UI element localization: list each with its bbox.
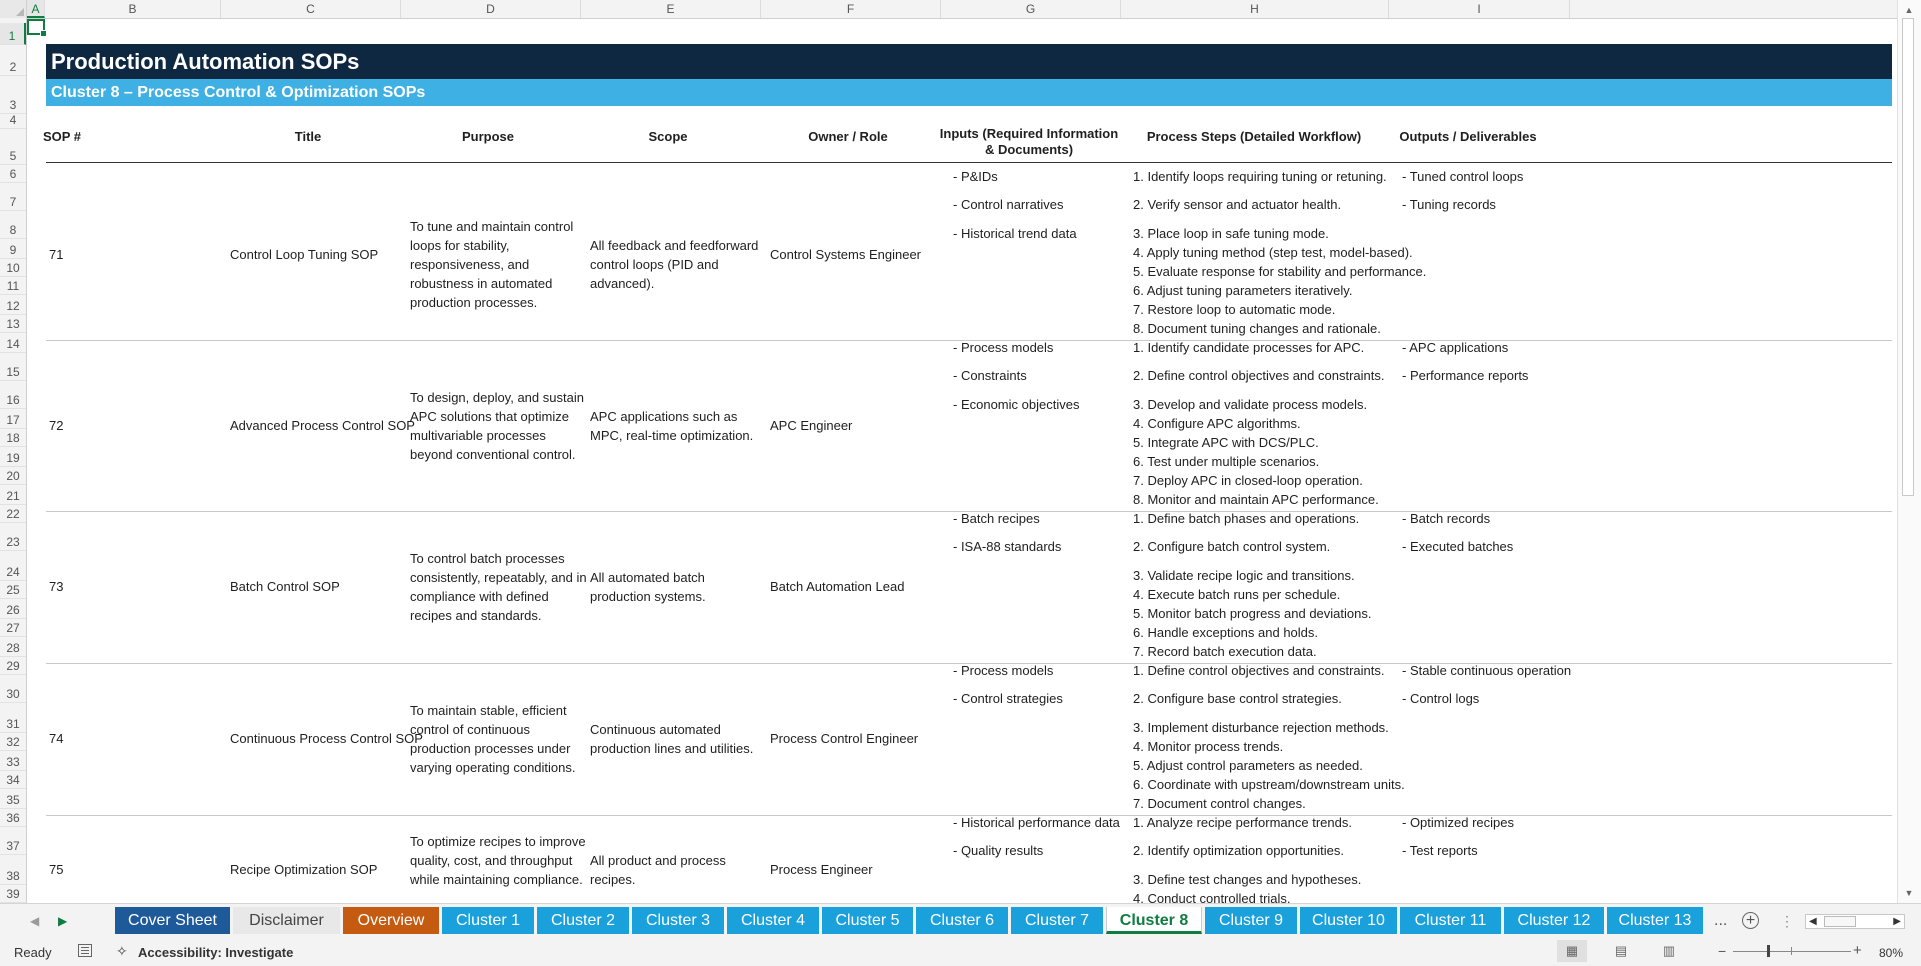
sheet-tab-cluster-10[interactable]: Cluster 10: [1300, 907, 1397, 934]
row-header-3[interactable]: [0, 76, 26, 114]
sop-number[interactable]: 74: [49, 731, 64, 746]
row-header-2[interactable]: [0, 45, 26, 76]
sop-output-item[interactable]: - Tuning records: [1402, 197, 1496, 212]
row-number: 38: [6, 868, 20, 883]
header-sop-number: SOP #: [42, 129, 82, 144]
sop-output-item[interactable]: - APC applications: [1402, 340, 1509, 355]
row-number: 12: [6, 298, 20, 313]
sop-step-item[interactable]: 6. Coordinate with upstream/downstream units.: [1133, 777, 1405, 792]
row-number: 7: [9, 194, 17, 209]
sop-number[interactable]: 73: [49, 579, 64, 594]
sop-purpose[interactable]: To control batch processes consistently, repeatably, and in compliance with defined recipes and standards.: [410, 551, 587, 623]
page-break-preview-icon[interactable]: ▥: [1662, 943, 1676, 958]
sheet-tab-cover-sheet[interactable]: Cover Sheet: [115, 907, 230, 934]
row-header-28[interactable]: [0, 637, 26, 657]
sop-number[interactable]: 72: [49, 417, 64, 433]
cell-mode-icon[interactable]: [78, 944, 92, 957]
row-number: 2: [9, 59, 17, 74]
header-purpose: Purpose: [461, 129, 514, 144]
row-number: 25: [6, 583, 20, 598]
sop-purpose[interactable]: To tune and maintain control loops for stability, responsiveness, and robustness in automated production processes.: [410, 218, 574, 310]
row-header-10[interactable]: [0, 259, 26, 277]
sop-input-item[interactable]: - Quality results: [953, 843, 1044, 858]
row-header-11[interactable]: [0, 277, 26, 295]
status-ready: Ready: [14, 945, 52, 960]
sop-input-item[interactable]: - Economic objectives: [953, 397, 1080, 412]
column-header-f[interactable]: F: [761, 0, 941, 18]
sop-owner[interactable]: APC Engineer: [770, 417, 853, 433]
row-header-12[interactable]: [0, 295, 26, 315]
sheet-tab-cluster-3[interactable]: Cluster 3: [632, 907, 724, 934]
scroll-up-icon[interactable]: ▲: [1904, 5, 1914, 15]
sop-step-item[interactable]: 6. Test under multiple scenarios.: [1133, 454, 1320, 469]
sheet-tab-cluster-7[interactable]: Cluster 7: [1011, 907, 1103, 934]
row-number: 15: [6, 365, 20, 380]
add-sheet-icon[interactable]: +: [1742, 912, 1759, 929]
row-header-37[interactable]: [0, 827, 26, 855]
row-header-33[interactable]: [0, 751, 26, 771]
sop-output-item[interactable]: - Tuned control loops: [1402, 169, 1524, 184]
row-number: 27: [6, 621, 20, 636]
row-header-29[interactable]: [0, 657, 26, 675]
row-number: 21: [6, 488, 20, 503]
sop-owner[interactable]: Control Systems Engineer: [770, 246, 922, 262]
worksheet-grid[interactable]: [27, 19, 1897, 903]
row-number: 37: [6, 839, 20, 854]
sheet-tab-cluster-1[interactable]: Cluster 1: [442, 907, 534, 934]
sop-step-item[interactable]: 5. Monitor batch progress and deviations.: [1133, 606, 1372, 621]
row-header-8[interactable]: [0, 211, 26, 239]
row-header-19[interactable]: [0, 447, 26, 467]
sheet-subtitle: Cluster 8 – Process Control & Optimization SOPs: [46, 79, 1892, 106]
row-header-24[interactable]: [0, 551, 26, 580]
row-number: 26: [6, 602, 20, 617]
row-header-16[interactable]: [0, 381, 26, 409]
row-number: 20: [6, 469, 20, 484]
sop-input-item[interactable]: - Control narratives: [953, 197, 1064, 212]
sheet-tab-bar: [0, 903, 1921, 938]
sheet-tab-cluster-12[interactable]: Cluster 12: [1504, 907, 1604, 934]
sop-title[interactable]: Advanced Process Control SOP: [230, 417, 415, 433]
column-header-g[interactable]: G: [941, 0, 1121, 18]
zoom-level[interactable]: 80%: [1879, 946, 1904, 960]
row-header-25[interactable]: [0, 581, 26, 599]
sheet-tab-cluster-8[interactable]: Cluster 8: [1106, 907, 1202, 934]
header-divider: [46, 162, 1892, 163]
zoom-slider-center-mark: [1791, 947, 1792, 955]
sop-step-item[interactable]: 2. Configure batch control system.: [1133, 539, 1331, 554]
row-header-7[interactable]: [0, 183, 26, 211]
sop-input-item[interactable]: - Historical performance data: [953, 815, 1120, 830]
row-header-36[interactable]: [0, 809, 26, 827]
sop-owner[interactable]: Batch Automation Lead: [770, 579, 905, 594]
sop-title[interactable]: Continuous Process Control SOP: [230, 731, 423, 746]
sheet-tab-cluster-2[interactable]: Cluster 2: [537, 907, 629, 934]
accessibility-icon[interactable]: ✧: [116, 943, 128, 959]
row-header-39[interactable]: [0, 885, 26, 903]
sop-purpose[interactable]: To design, deploy, and sustain APC solutions that optimize multivariable processes beyond conventional control.: [410, 389, 584, 462]
sop-step-item[interactable]: 7. Deploy APC in closed-loop operation.: [1133, 473, 1363, 488]
row-header-6[interactable]: [0, 165, 26, 182]
sop-step-item[interactable]: 4. Monitor process trends.: [1133, 739, 1284, 754]
sop-step-item[interactable]: 6. Handle exceptions and holds.: [1133, 625, 1319, 640]
sop-step-item[interactable]: 7. Document control changes.: [1133, 796, 1306, 811]
row-number: 1: [8, 29, 16, 44]
sop-step-item[interactable]: 4. Apply tuning method (step test, model-based).: [1133, 245, 1413, 260]
column-header-c[interactable]: C: [221, 0, 401, 18]
row-number: 10: [6, 260, 20, 275]
sheet-tab-cluster-5[interactable]: Cluster 5: [822, 907, 913, 934]
vertical-scroll-thumb[interactable]: [1902, 18, 1914, 496]
sop-step-item[interactable]: 3. Develop and validate process models.: [1133, 397, 1368, 412]
row-number: 35: [6, 792, 20, 807]
active-cell-a1[interactable]: [27, 19, 45, 35]
row-number: 9: [9, 242, 17, 257]
sop-step-item[interactable]: 1. Analyze recipe performance trends.: [1133, 815, 1352, 830]
sop-output-item[interactable]: - Executed batches: [1402, 539, 1514, 554]
sop-title[interactable]: Batch Control SOP: [230, 579, 340, 594]
accessibility-status[interactable]: Accessibility: Investigate: [138, 945, 294, 960]
sop-input-item[interactable]: - Process models: [953, 663, 1054, 678]
row-number: 29: [6, 659, 20, 674]
sop-scope[interactable]: All product and process recipes.: [590, 853, 726, 887]
sop-output-item[interactable]: - Performance reports: [1402, 368, 1529, 383]
header-process-steps: Process Steps (Detailed Workflow): [1146, 129, 1362, 144]
sop-title[interactable]: Recipe Optimization SOP: [230, 862, 378, 877]
sop-step-item[interactable]: 1. Identify loops requiring tuning or retuning.: [1133, 169, 1387, 184]
header-inputs: Inputs (Required Information & Documents): [939, 126, 1119, 157]
zoom-slider[interactable]: [1733, 951, 1851, 952]
row-number: 14: [6, 336, 20, 351]
row-header-31[interactable]: [0, 703, 26, 732]
zoom-slider-thumb[interactable]: [1767, 945, 1770, 957]
row-number: 33: [6, 754, 20, 769]
row-number: 18: [6, 431, 20, 446]
column-header-a[interactable]: A: [27, 0, 45, 18]
row-header-21[interactable]: [0, 485, 26, 505]
row-header-18[interactable]: [0, 429, 26, 447]
tab-scroll-right-icon[interactable]: ▶: [58, 914, 68, 928]
sheet-tab-cluster-6[interactable]: Cluster 6: [916, 907, 1008, 934]
column-header-bar: [0, 0, 1897, 19]
header-title: Title: [294, 129, 322, 144]
sop-input-item[interactable]: - Control strategies: [953, 691, 1063, 706]
sop-step-item[interactable]: 1. Define control objectives and constraints.: [1133, 663, 1385, 678]
row-header-32[interactable]: [0, 733, 26, 751]
sheet-tab-overview[interactable]: Overview: [343, 907, 439, 934]
row-number: 24: [6, 564, 20, 579]
sop-step-item[interactable]: 4. Conduct controlled trials.: [1133, 891, 1291, 903]
row-number: 36: [6, 811, 20, 826]
row-header-1[interactable]: [0, 23, 26, 45]
row-number: 32: [6, 735, 20, 750]
sop-step-item[interactable]: 3. Implement disturbance rejection methods.: [1133, 720, 1389, 735]
sop-owner[interactable]: Process Engineer: [770, 862, 873, 877]
sop-step-item[interactable]: 3. Place loop in safe tuning mode.: [1133, 226, 1329, 241]
column-header-b[interactable]: B: [45, 0, 221, 18]
sop-input-item[interactable]: - P&IDs: [953, 169, 998, 184]
column-header-h[interactable]: H: [1121, 0, 1389, 18]
row-number: 3: [9, 97, 17, 112]
sop-step-item[interactable]: 8. Document tuning changes and rationale.: [1133, 321, 1381, 336]
zoom-in-icon[interactable]: +: [1853, 942, 1862, 959]
column-header-e[interactable]: E: [581, 0, 761, 18]
row-number: 17: [6, 412, 20, 427]
sop-input-item[interactable]: - Process models: [953, 340, 1054, 355]
sop-purpose[interactable]: To optimize recipes to improve quality, cost, and throughput while maintaining compliance.: [410, 834, 586, 887]
sop-output-item[interactable]: - Control logs: [1402, 691, 1480, 706]
row-header-14[interactable]: [0, 333, 26, 353]
row-number: 5: [9, 149, 17, 164]
page-layout-view-icon[interactable]: ▤: [1614, 943, 1628, 958]
sop-number[interactable]: 75: [49, 862, 64, 877]
row-header-26[interactable]: [0, 599, 26, 619]
row-header-22[interactable]: [0, 505, 26, 523]
sop-input-item[interactable]: - Constraints: [953, 368, 1027, 383]
sop-step-item[interactable]: 2. Verify sensor and actuator health.: [1133, 197, 1342, 212]
sheet-tab-disclaimer[interactable]: Disclaimer: [233, 907, 340, 934]
row-header-30[interactable]: [0, 675, 26, 703]
sop-step-item[interactable]: 7. Record batch execution data.: [1133, 644, 1317, 659]
row-header-34[interactable]: [0, 771, 26, 789]
row-number: 23: [6, 535, 20, 550]
sop-step-item[interactable]: 3. Define test changes and hypotheses.: [1133, 872, 1362, 887]
sop-step-item[interactable]: 5. Evaluate response for stability and performance.: [1133, 264, 1427, 279]
row-number: 19: [6, 450, 20, 465]
header-outputs: Outputs / Deliverables: [1399, 129, 1537, 144]
row-header-27[interactable]: [0, 619, 26, 637]
sop-step-item[interactable]: 8. Monitor and maintain APC performance.: [1133, 492, 1379, 507]
row-number: 30: [6, 687, 20, 702]
sop-step-item[interactable]: 2. Configure base control strategies.: [1133, 691, 1342, 706]
scroll-right-icon[interactable]: ▶: [1893, 916, 1901, 927]
more-sheets-icon[interactable]: ...: [1714, 912, 1728, 929]
sop-scope[interactable]: All automated batch production systems.: [590, 570, 706, 604]
tab-scroll-left-icon[interactable]: ◀: [30, 914, 40, 928]
scroll-left-icon[interactable]: ◀: [1809, 916, 1817, 927]
row-header-bar: [0, 18, 27, 903]
row-number: 11: [6, 279, 20, 294]
sop-step-item[interactable]: 6. Adjust tuning parameters iteratively.: [1133, 283, 1353, 298]
sop-step-item[interactable]: 2. Define control objectives and constraints.: [1133, 368, 1385, 383]
sheet-tab-cluster-11[interactable]: Cluster 11: [1400, 907, 1501, 934]
horizontal-scroll-thumb[interactable]: [1824, 916, 1856, 927]
row-number: 39: [6, 887, 20, 902]
sheet-tab-cluster-9[interactable]: Cluster 9: [1205, 907, 1297, 934]
sop-output-item[interactable]: - Stable continuous operation: [1402, 663, 1572, 678]
row-number: 6: [9, 166, 17, 181]
horizontal-scrollbar[interactable]: [1805, 914, 1905, 929]
sheet-tab-cluster-13[interactable]: Cluster 13: [1607, 907, 1703, 934]
row-header-35[interactable]: [0, 789, 26, 809]
row-number: 4: [9, 112, 17, 127]
row-header-13[interactable]: [0, 315, 26, 333]
sop-input-item[interactable]: - Batch recipes: [953, 511, 1040, 526]
row-header-17[interactable]: [0, 409, 26, 429]
zoom-out-icon[interactable]: −: [1718, 943, 1727, 959]
sop-number[interactable]: 71: [49, 246, 64, 262]
sop-scope[interactable]: APC applications such as MPC, real-time optimization.: [590, 408, 754, 443]
row-header-23[interactable]: [0, 523, 26, 551]
row-header-4[interactable]: [0, 114, 26, 129]
sop-owner[interactable]: Process Control Engineer: [770, 731, 919, 746]
column-header-i[interactable]: I: [1389, 0, 1570, 18]
sop-title[interactable]: Control Loop Tuning SOP: [230, 246, 379, 262]
row-header-20[interactable]: [0, 467, 26, 485]
row-number: 28: [6, 640, 20, 655]
row-number: 16: [6, 393, 20, 408]
status-bar: [0, 938, 1921, 966]
row-header-9[interactable]: [0, 239, 26, 259]
sheet-tab-cluster-4[interactable]: Cluster 4: [727, 907, 819, 934]
select-all-button[interactable]: [0, 0, 27, 18]
sop-purpose[interactable]: To maintain stable, efficient control of continuous production processes under varying operating conditions.: [410, 703, 576, 775]
sop-output-item[interactable]: - Batch records: [1402, 511, 1491, 526]
sop-input-item[interactable]: - ISA-88 standards: [953, 539, 1062, 554]
row-number: 13: [6, 317, 20, 332]
row-header-15[interactable]: [0, 353, 26, 381]
scroll-down-icon[interactable]: ▼: [1904, 888, 1914, 898]
row-number: 8: [9, 222, 17, 237]
sop-step-item[interactable]: 2. Identify optimization opportunities.: [1133, 843, 1345, 858]
sop-step-item[interactable]: 4. Execute batch runs per schedule.: [1133, 587, 1341, 602]
sop-step-item[interactable]: 7. Restore loop to automatic mode.: [1133, 302, 1336, 317]
sop-step-item[interactable]: 5. Integrate APC with DCS/PLC.: [1133, 435, 1319, 450]
sop-step-item[interactable]: 1. Identify candidate processes for APC.: [1133, 340, 1365, 355]
normal-view-icon[interactable]: ▦: [1557, 940, 1587, 962]
sop-step-item[interactable]: 3. Validate recipe logic and transitions.: [1133, 568, 1355, 583]
header-owner: Owner / Role: [808, 129, 888, 144]
sop-scope[interactable]: All feedback and feedforward control loops (PID and advanced).: [590, 237, 759, 291]
sheet-title: Production Automation SOPs: [46, 44, 1892, 79]
sop-step-item[interactable]: 1. Define batch phases and operations.: [1133, 511, 1360, 526]
sop-scope[interactable]: Continuous automated production lines and utilities.: [590, 722, 754, 756]
row-number: 22: [6, 507, 20, 522]
sop-output-item[interactable]: - Test reports: [1402, 843, 1478, 858]
tab-splitter-handle[interactable]: ⋮: [1780, 913, 1793, 929]
sop-output-item[interactable]: - Optimized recipes: [1402, 815, 1514, 830]
sop-step-item[interactable]: 5. Adjust control parameters as needed.: [1133, 758, 1363, 773]
vertical-scrollbar[interactable]: [1897, 0, 1921, 903]
column-header-d[interactable]: D: [401, 0, 581, 18]
row-number: 31: [6, 716, 20, 731]
row-header-38[interactable]: [0, 855, 26, 884]
row-number: 34: [6, 773, 20, 788]
header-scope: Scope: [648, 129, 688, 144]
row-header-5[interactable]: [0, 129, 26, 166]
sop-input-item[interactable]: - Historical trend data: [953, 226, 1077, 241]
sop-step-item[interactable]: 4. Configure APC algorithms.: [1133, 416, 1301, 431]
